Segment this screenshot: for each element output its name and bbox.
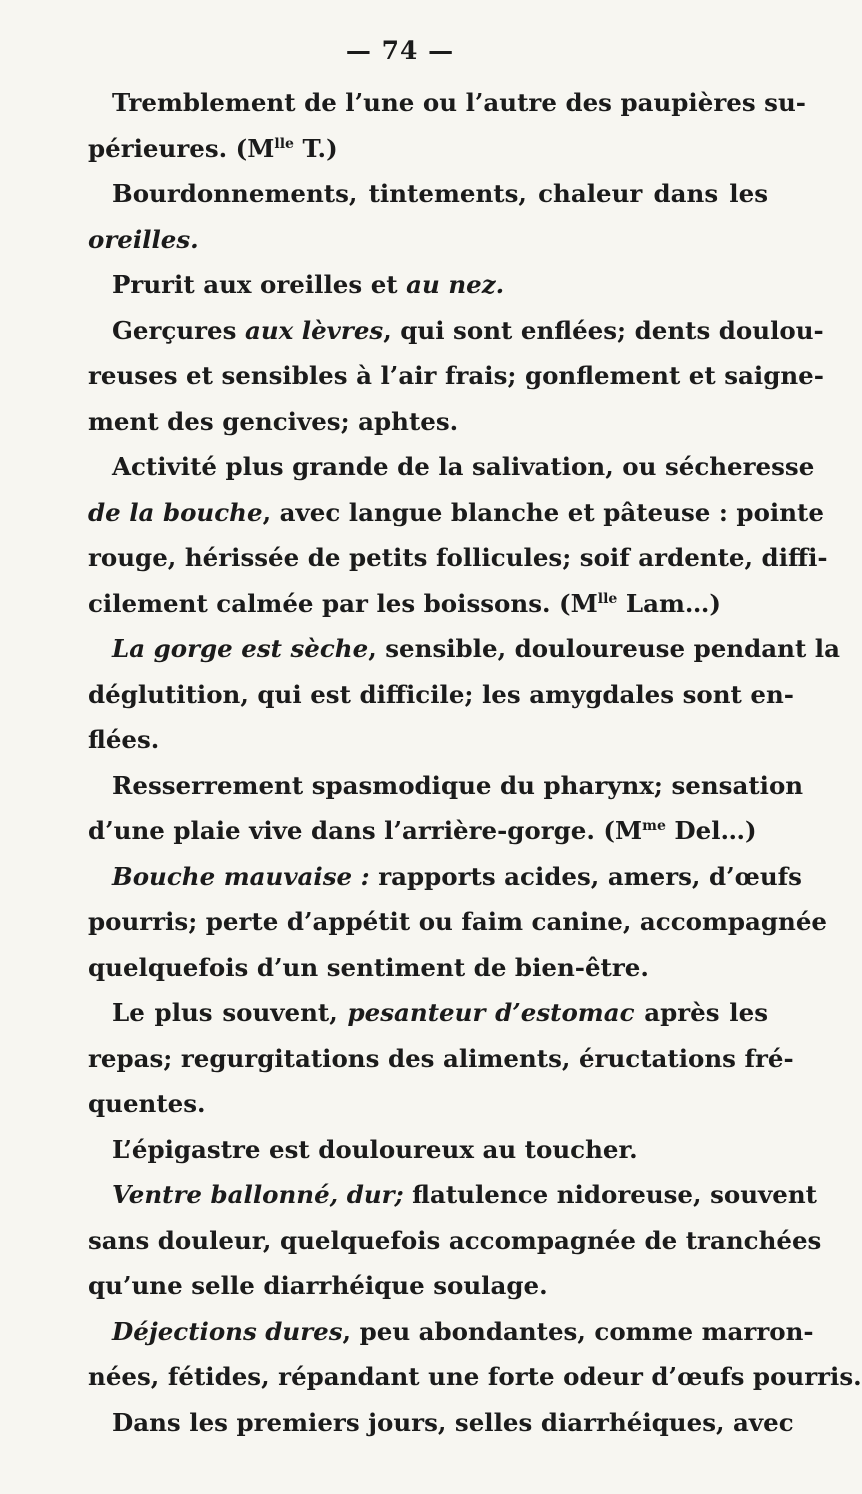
text-line xyxy=(88,1309,814,1355)
text-line xyxy=(88,444,815,490)
text-run: quentes. xyxy=(88,1089,206,1118)
superscript: me xyxy=(642,818,666,834)
italic-text: Bouche mauvaise : xyxy=(112,861,370,891)
text-line xyxy=(88,1081,768,1127)
text-run: flées. xyxy=(88,725,160,754)
text-line xyxy=(88,217,768,263)
text-run: pourris; perte d’appétit ou faim canine, accompagnée xyxy=(88,907,828,936)
text-run: T.) xyxy=(293,133,338,163)
text-run: repas; regurgitations des aliments, éructations fré- xyxy=(88,1043,794,1073)
text-run: qu’une selle diarrhéique soulage. xyxy=(88,1271,548,1300)
text-run: déglutition, qui est difficile; les amygdales sont en- xyxy=(88,679,794,709)
text-line xyxy=(88,80,806,126)
text-line xyxy=(88,308,824,354)
text-line xyxy=(88,535,828,581)
text-line xyxy=(88,171,768,217)
text-line xyxy=(88,808,768,854)
text-run: Gerçures xyxy=(112,315,245,345)
italic-text: de la bouche xyxy=(88,497,263,527)
text-run: , peu abondantes, comme marron- xyxy=(342,1316,814,1346)
text-line xyxy=(88,126,768,172)
text-run: , qui sont enflées; dents doulou- xyxy=(383,315,824,345)
text-run: après les xyxy=(634,998,768,1027)
text-run: , sensible, douloureuse pendant la xyxy=(368,634,840,663)
text-line xyxy=(88,399,768,445)
text-run: Del…) xyxy=(665,816,757,845)
text-run: ment des gencives; aphtes. xyxy=(88,406,459,436)
text-line xyxy=(88,1127,768,1173)
text-line xyxy=(88,899,828,945)
text-line xyxy=(88,990,768,1036)
text-run: Activité plus grande de la salivation, ou sécheresse xyxy=(112,452,815,481)
text-line xyxy=(88,1036,794,1082)
italic-text: Ventre ballonné, dur; xyxy=(112,1180,404,1209)
text-line xyxy=(88,717,768,763)
text-line xyxy=(88,1218,822,1264)
text-run: sans douleur, quelquefois accompagnée de tranchées xyxy=(88,1225,822,1255)
text-line xyxy=(88,1354,862,1400)
text-run: , avec langue blanche et pâteuse : pointe xyxy=(262,497,824,527)
text-run: Tremblement de l’une ou l’autre des paupières su- xyxy=(112,88,806,117)
text-run: cilement calmée par les boissons. (M xyxy=(88,588,598,618)
superscript: lle xyxy=(597,590,618,607)
text-run: d’une plaie vive dans l’arrière-gorge. (M xyxy=(88,816,643,845)
text-line xyxy=(88,353,824,399)
text-line xyxy=(88,490,824,536)
italic-text: Déjections dures xyxy=(112,1316,343,1346)
italic-text: pesanteur d’estomac xyxy=(347,998,635,1027)
text-run: L’épigastre est douloureux au toucher. xyxy=(112,1134,638,1164)
text-run: reuses et sensibles à l’air frais; gonflement et saigne- xyxy=(88,361,824,390)
text-run: Lam…) xyxy=(617,588,721,618)
text-run: nées, fétides, répandant une forte odeur d’œufs pourris. xyxy=(88,1362,862,1391)
text-line xyxy=(88,1172,817,1218)
text-line xyxy=(88,1263,768,1309)
body-text xyxy=(88,80,862,1445)
italic-text: La gorge est sèche xyxy=(112,634,369,663)
page-number: — 74 — xyxy=(345,36,455,65)
text-run: Le plus souvent, xyxy=(112,998,348,1027)
text-line xyxy=(88,1400,794,1446)
text-run: rouge, hérissée de petits follicules; soif ardente, diffi- xyxy=(88,543,828,572)
text-run: périeures. (M xyxy=(88,133,275,163)
text-run: Prurit aux oreilles et xyxy=(112,270,407,299)
text-line xyxy=(88,262,768,308)
text-run: Bourdonnements, tintements, chaleur dans les xyxy=(112,179,768,208)
text-line xyxy=(88,581,768,627)
text-run: rapports acides, amers, d’œufs xyxy=(369,861,802,891)
text-line xyxy=(88,854,802,900)
text-run: flatulence nidoreuse, souvent xyxy=(403,1180,817,1209)
superscript: lle xyxy=(274,135,294,152)
text-run: Resserrement spasmodique du pharynx; sensation xyxy=(112,770,804,800)
italic-text: oreilles. xyxy=(88,224,199,254)
italic-text: au nez. xyxy=(406,270,505,299)
text-line xyxy=(88,672,794,718)
text-run: Dans les premiers jours, selles diarrhéiques, avec xyxy=(112,1407,794,1437)
text-line xyxy=(88,945,768,991)
text-line xyxy=(88,763,804,809)
text-line xyxy=(88,626,840,672)
italic-text: aux lèvres xyxy=(244,315,384,345)
text-run: quelquefois d’un sentiment de bien-être. xyxy=(88,952,649,982)
